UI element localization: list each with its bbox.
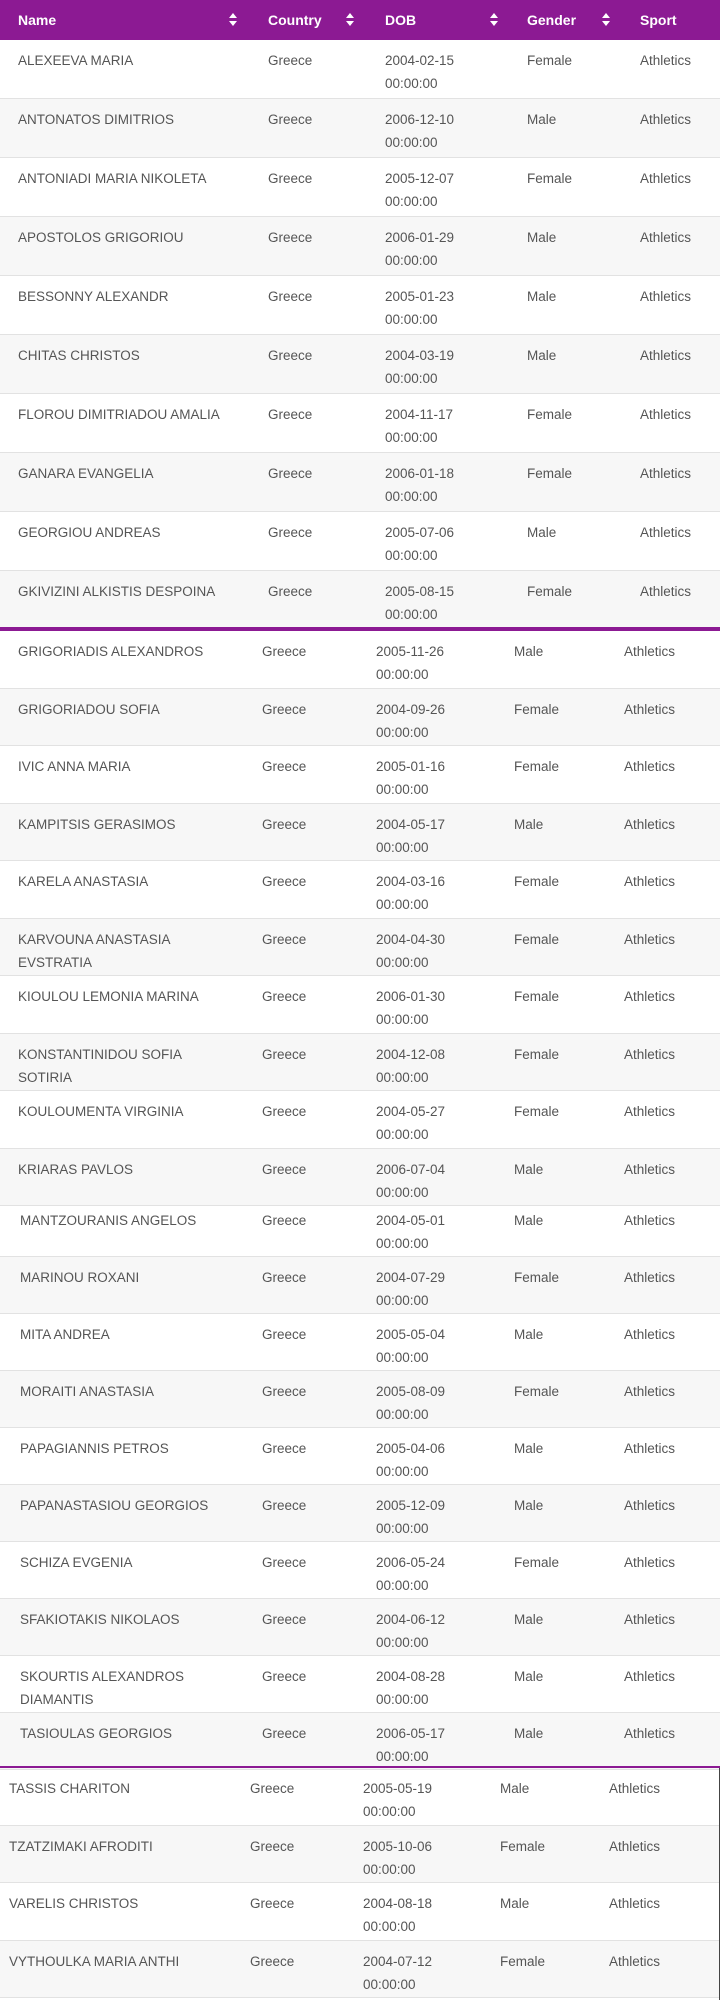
cell-dob: 2005-08-15 00:00:00 xyxy=(385,584,455,622)
column-header-label: Country xyxy=(268,12,322,28)
table-row xyxy=(0,1091,720,1149)
cell-country: Greece xyxy=(250,1781,295,1796)
cell-country: Greece xyxy=(262,1213,307,1228)
cell-dob: 2005-10-06 00:00:00 xyxy=(363,1838,433,1877)
cell-name: PAPANASTASIOU GEORGIOS xyxy=(20,1498,209,1513)
cell-dob: 2005-08-09 00:00:00 xyxy=(376,1384,446,1422)
cell-gender: Male xyxy=(514,1726,544,1741)
sort-icon[interactable] xyxy=(490,13,500,27)
cell-country: Greece xyxy=(268,289,313,304)
cell-dob: 2005-12-09 00:00:00 xyxy=(376,1498,446,1536)
table-row xyxy=(0,1034,720,1092)
sort-icon[interactable] xyxy=(602,13,612,27)
cell-name: KAMPITSIS GERASIMOS xyxy=(18,816,176,832)
cell-country: Greece xyxy=(250,1896,295,1911)
cell-name: FLOROU DIMITRIADOU AMALIA xyxy=(18,407,220,422)
cell-name: TASIOULAS GEORGIOS xyxy=(20,1726,173,1741)
cell-sport: Athletics xyxy=(609,1953,661,1969)
cell-name: PAPAGIANNIS PETROS xyxy=(20,1441,169,1456)
cell-dob: 2004-02-15 00:00:00 xyxy=(385,53,455,91)
cell-gender: Female xyxy=(500,1838,546,1854)
cell-country: Greece xyxy=(250,1953,295,1969)
cell-sport: Athletics xyxy=(640,348,692,363)
table-row xyxy=(0,394,720,453)
cell-dob: 2004-08-28 00:00:00 xyxy=(376,1669,446,1707)
table-row xyxy=(0,99,720,158)
cell-country: Greece xyxy=(262,1104,307,1119)
cell-name: TZATZIMAKI AFRODITI xyxy=(9,1838,153,1854)
cell-sport: Athletics xyxy=(640,53,692,68)
cell-name: IVIC ANNA MARIA xyxy=(18,759,131,774)
cell-sport: Athletics xyxy=(624,874,676,889)
column-header-label: Gender xyxy=(527,12,577,28)
cell-gender: Male xyxy=(514,1498,544,1513)
table-row xyxy=(0,1371,720,1428)
cell-name: ALEXEEVA MARIA xyxy=(18,53,134,68)
cell-gender: Male xyxy=(527,112,557,127)
cell-gender: Male xyxy=(527,289,557,304)
cell-name: VYTHOULKA MARIA ANTHI xyxy=(9,1953,180,1969)
cell-name: CHITAS CHRISTOS xyxy=(18,348,140,363)
cell-sport: Athletics xyxy=(640,584,692,599)
cell-sport: Athletics xyxy=(624,1441,676,1456)
table-row xyxy=(0,1485,720,1542)
table-row xyxy=(0,689,720,747)
cell-dob: 2004-12-08 00:00:00 xyxy=(376,1046,446,1085)
cell-name: MANTZOURANIS ANGELOS xyxy=(20,1213,197,1228)
table-row xyxy=(0,453,720,512)
table-row xyxy=(0,335,720,394)
cell-sport: Athletics xyxy=(624,1726,676,1741)
cell-country: Greece xyxy=(262,1612,307,1627)
sort-icon[interactable] xyxy=(346,13,356,27)
cell-sport: Athletics xyxy=(624,816,676,832)
cell-country: Greece xyxy=(262,759,307,774)
cell-country: Greece xyxy=(268,466,313,481)
cell-country: Greece xyxy=(268,584,313,599)
column-header-label: DOB xyxy=(385,12,417,28)
table-row xyxy=(0,1599,720,1656)
cell-country: Greece xyxy=(250,1838,295,1854)
cell-country: Greece xyxy=(262,1726,307,1741)
cell-country: Greece xyxy=(262,1046,307,1062)
cell-sport: Athletics xyxy=(624,1555,676,1570)
cell-name: TASSIS CHARITON xyxy=(9,1781,131,1796)
cell-name: KARVOUNA ANASTASIA EVSTRATIA xyxy=(18,931,170,970)
table-row xyxy=(0,1713,720,1770)
cell-dob: 2006-05-24 00:00:00 xyxy=(376,1555,446,1593)
table-row xyxy=(0,746,720,804)
cell-sport: Athletics xyxy=(624,1669,676,1684)
cell-dob: 2004-08-18 00:00:00 xyxy=(363,1896,433,1934)
table-row xyxy=(0,1257,720,1314)
cell-name: GKIVIZINI ALKISTIS DESPOINA xyxy=(18,584,216,599)
cell-sport: Athletics xyxy=(624,931,676,947)
cell-sport: Athletics xyxy=(624,1161,676,1177)
cell-gender: Female xyxy=(514,989,560,1004)
cell-country: Greece xyxy=(262,1441,307,1456)
table-row xyxy=(0,919,720,977)
cell-country: Greece xyxy=(262,1555,307,1570)
cell-gender: Female xyxy=(527,466,573,481)
cell-sport: Athletics xyxy=(640,289,692,304)
cell-dob: 2005-07-06 00:00:00 xyxy=(385,525,455,563)
cell-sport: Athletics xyxy=(609,1838,661,1854)
cell-dob: 2005-01-23 00:00:00 xyxy=(385,289,455,327)
column-header-name[interactable] xyxy=(18,0,56,40)
cell-dob: 2004-07-29 00:00:00 xyxy=(376,1270,446,1308)
cell-name: SKOURTIS ALEXANDROS DIAMANTIS xyxy=(20,1669,185,1707)
table-row xyxy=(0,158,720,217)
cell-country: Greece xyxy=(262,1384,307,1399)
cell-name: MITA ANDREA xyxy=(20,1327,110,1342)
column-header-country[interactable] xyxy=(268,0,322,40)
cell-name: MORAITI ANASTASIA xyxy=(20,1384,155,1399)
cell-country: Greece xyxy=(262,874,307,889)
table-row xyxy=(0,1656,720,1713)
cell-country: Greece xyxy=(262,931,307,947)
cell-sport: Athletics xyxy=(624,701,676,717)
cell-country: Greece xyxy=(262,1669,307,1684)
cell-name: KARELA ANASTASIA xyxy=(18,874,149,889)
table-row xyxy=(0,1149,720,1207)
cell-gender: Male xyxy=(514,816,544,832)
cell-name: GEORGIOU ANDREAS xyxy=(18,525,161,540)
cell-sport: Athletics xyxy=(624,1384,676,1399)
table-row xyxy=(0,512,720,571)
table-header xyxy=(0,0,720,40)
cell-sport: Athletics xyxy=(624,1270,676,1285)
cell-country: Greece xyxy=(268,112,313,127)
cell-dob: 2006-05-17 00:00:00 xyxy=(376,1726,446,1764)
table-row xyxy=(0,217,720,276)
cell-country: Greece xyxy=(262,644,307,659)
cell-dob: 2005-11-26 00:00:00 xyxy=(376,644,445,682)
table-row xyxy=(0,1314,720,1371)
cell-dob: 2004-07-12 00:00:00 xyxy=(363,1953,433,1992)
cell-sport: Athletics xyxy=(624,759,676,774)
table-row xyxy=(0,976,720,1034)
cell-dob: 2004-05-27 00:00:00 xyxy=(376,1104,446,1142)
cell-dob: 2005-05-04 00:00:00 xyxy=(376,1327,446,1365)
cell-gender: Female xyxy=(527,584,573,599)
cell-name: SFAKIOTAKIS NIKOLAOS xyxy=(20,1612,180,1627)
cell-country: Greece xyxy=(262,701,307,717)
cell-gender: Female xyxy=(514,701,560,717)
cell-sport: Athletics xyxy=(624,1213,676,1228)
cell-sport: Athletics xyxy=(640,112,692,127)
cell-gender: Male xyxy=(514,644,544,659)
cell-name: GRIGORIADOU SOFIA xyxy=(18,701,160,717)
cell-gender: Female xyxy=(514,1384,560,1399)
cell-gender: Male xyxy=(527,348,557,363)
cell-gender: Female xyxy=(514,759,560,774)
cell-sport: Athletics xyxy=(624,1498,676,1513)
cell-name: KRIARAS PAVLOS xyxy=(18,1161,134,1177)
cell-dob: 2004-11-17 00:00:00 xyxy=(385,407,454,445)
cell-gender: Female xyxy=(514,1555,560,1570)
cell-dob: 2004-05-01 00:00:00 xyxy=(376,1213,446,1251)
cell-gender: Female xyxy=(500,1953,546,1969)
cell-gender: Male xyxy=(500,1781,530,1796)
section-divider xyxy=(0,1766,720,1768)
cell-country: Greece xyxy=(262,1327,307,1342)
cell-dob: 2006-01-18 00:00:00 xyxy=(385,466,455,504)
cell-gender: Male xyxy=(514,1669,544,1684)
cell-dob: 2005-05-19 00:00:00 xyxy=(363,1781,433,1819)
cell-gender: Male xyxy=(514,1327,544,1342)
cell-dob: 2006-01-29 00:00:00 xyxy=(385,230,455,268)
cell-dob: 2004-06-12 00:00:00 xyxy=(376,1612,446,1650)
cell-gender: Male xyxy=(514,1161,544,1177)
cell-dob: 2004-09-26 00:00:00 xyxy=(376,701,446,740)
cell-sport: Athletics xyxy=(624,1046,676,1062)
table-row xyxy=(0,40,720,99)
cell-country: Greece xyxy=(268,525,313,540)
cell-name: GANARA EVANGELIA xyxy=(18,466,154,481)
cell-name: ANTONATOS DIMITRIOS xyxy=(18,112,175,127)
cell-sport: Athletics xyxy=(624,1104,676,1119)
cell-gender: Male xyxy=(514,1441,544,1456)
cell-name: MARINOU ROXANI xyxy=(20,1270,140,1285)
cell-name: BESSONNY ALEXANDR xyxy=(18,289,169,304)
cell-country: Greece xyxy=(262,989,307,1004)
cell-country: Greece xyxy=(268,53,313,68)
cell-sport: Athletics xyxy=(640,407,692,422)
sort-icon[interactable] xyxy=(229,13,239,27)
cell-name: VARELIS CHRISTOS xyxy=(9,1896,139,1911)
cell-dob: 2006-01-30 00:00:00 xyxy=(376,989,446,1027)
cell-country: Greece xyxy=(262,1161,307,1177)
table-row xyxy=(0,1428,720,1485)
cell-dob: 2006-07-04 00:00:00 xyxy=(376,1161,446,1200)
cell-dob: 2005-01-16 00:00:00 xyxy=(376,759,446,797)
column-header-gender[interactable] xyxy=(527,0,576,40)
cell-country: Greece xyxy=(268,348,313,363)
cell-dob: 2004-04-30 00:00:00 xyxy=(376,931,446,970)
cell-dob: 2005-04-06 00:00:00 xyxy=(376,1441,446,1479)
cell-sport: Athletics xyxy=(640,230,692,245)
table-row xyxy=(0,1200,720,1257)
section-divider xyxy=(0,627,720,631)
table-row xyxy=(0,804,720,862)
cell-name: ANTONIADI MARIA NIKOLETA xyxy=(18,171,207,186)
cell-gender: Male xyxy=(527,525,557,540)
cell-gender: Female xyxy=(527,407,573,422)
cell-sport: Athletics xyxy=(640,171,692,186)
cell-dob: 2004-05-17 00:00:00 xyxy=(376,816,446,855)
cell-gender: Male xyxy=(527,230,557,245)
cell-gender: Female xyxy=(514,1104,560,1119)
cell-gender: Female xyxy=(514,931,560,947)
cell-sport: Athletics xyxy=(609,1896,661,1911)
column-header-label: Name xyxy=(18,12,57,28)
cell-dob: 2004-03-19 00:00:00 xyxy=(385,348,455,386)
cell-country: Greece xyxy=(262,1270,307,1285)
cell-dob: 2004-03-16 00:00:00 xyxy=(376,874,446,912)
cell-name: SCHIZA EVGENIA xyxy=(20,1555,133,1570)
cell-dob: 2006-12-10 00:00:00 xyxy=(385,112,455,150)
cell-name: APOSTOLOS GRIGORIOU xyxy=(18,230,184,245)
column-header-label: Sport xyxy=(640,12,677,28)
cell-gender: Female xyxy=(514,1046,560,1062)
cell-sport: Athletics xyxy=(640,466,692,481)
cell-dob: 2005-12-07 00:00:00 xyxy=(385,171,455,209)
table-row xyxy=(0,631,720,689)
cell-sport: Athletics xyxy=(624,989,676,1004)
cell-gender: Male xyxy=(514,1213,544,1228)
cell-gender: Female xyxy=(514,874,560,889)
cell-name: GRIGORIADIS ALEXANDROS xyxy=(18,644,204,659)
cell-country: Greece xyxy=(268,230,313,245)
cell-sport: Athletics xyxy=(624,1327,676,1342)
cell-sport: Athletics xyxy=(609,1781,661,1796)
cell-sport: Athletics xyxy=(624,1612,676,1627)
table-frame xyxy=(0,1767,720,2000)
table-row xyxy=(0,861,720,919)
cell-country: Greece xyxy=(268,407,313,422)
cell-name: KIOULOU LEMONIA MARINA xyxy=(18,989,199,1004)
table-row xyxy=(0,276,720,335)
cell-gender: Male xyxy=(500,1896,530,1911)
cell-country: Greece xyxy=(262,816,307,832)
cell-sport: Athletics xyxy=(624,644,676,659)
table-row xyxy=(0,1542,720,1599)
cell-gender: Female xyxy=(514,1270,560,1285)
column-header-sport xyxy=(640,0,677,40)
cell-gender: Female xyxy=(527,171,573,186)
column-header-dob[interactable] xyxy=(385,0,416,40)
cell-country: Greece xyxy=(268,171,313,186)
cell-name: KOULOUMENTA VIRGINIA xyxy=(18,1104,184,1119)
cell-country: Greece xyxy=(262,1498,307,1513)
cell-sport: Athletics xyxy=(640,525,692,540)
cell-gender: Male xyxy=(514,1612,544,1627)
cell-gender: Female xyxy=(527,53,573,68)
cell-name: KONSTANTINIDOU SOFIA SOTIRIA xyxy=(18,1046,182,1085)
table-row xyxy=(0,571,720,630)
